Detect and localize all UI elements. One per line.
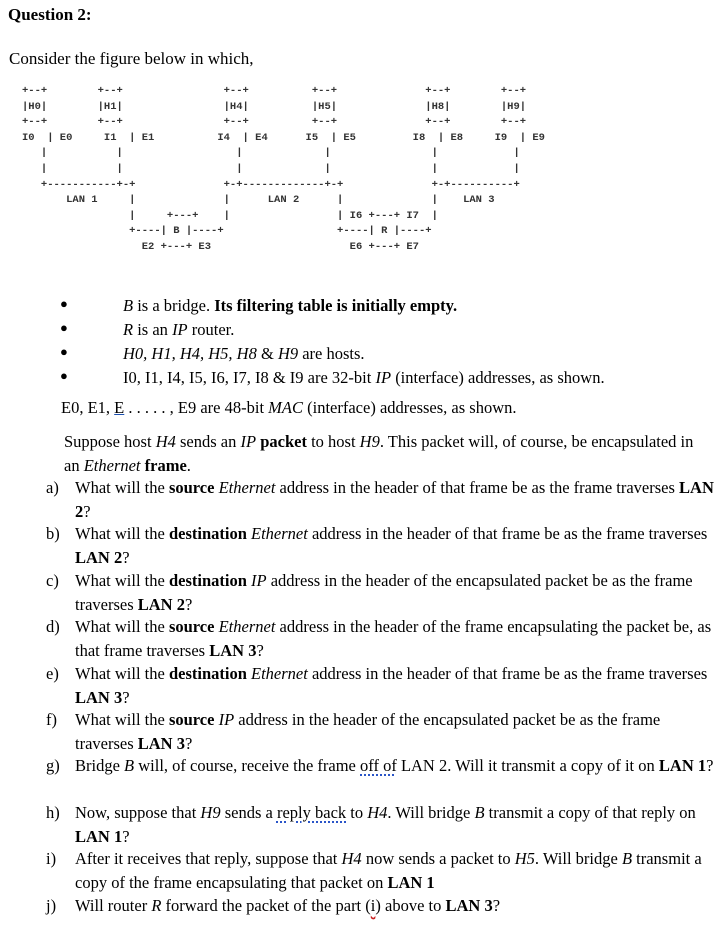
diagram-line: LAN 1 | | LAN 2 | | LAN 3 [66, 194, 495, 207]
question-d: d) What will the source Ethernet address in the header of the frame encapsulating the packet be, as that frame traverses LAN 3? [46, 617, 712, 660]
question-b: b) What will the destination Ethernet address in the header of that frame be as the frame traverses LAN 2? [46, 524, 708, 567]
question-title: Question 2: [8, 5, 92, 24]
question-h: h) Now, suppose that H9 sends a reply back to H4. Will bridge B transmit a copy of that reply on LAN 1? [46, 803, 696, 846]
scenario-text: Suppose host H4 sends an IP packet to host H9. This packet will, of course, be encapsulated in an Ethernet frame. [64, 432, 694, 475]
diagram-line: +----| B |----+ +----| R |----+ [129, 225, 432, 238]
question-e: e) What will the destination Ethernet address in the header of that frame be as the frame traverses LAN 3? [46, 664, 708, 707]
diagram-line: |H0| |H1| |H4| |H5| |H8| |H9| [22, 100, 527, 113]
diagram-line: +-----------+-+ +-+-------------+-+ +-+----------+ [40, 178, 520, 191]
diagram-line: | | | | | | [40, 162, 520, 175]
diagram-line: E2 +---+ E3 E6 +---+ E7 [141, 240, 419, 253]
diagram-line: | | | | | | [40, 147, 520, 160]
question-c: c) What will the destination IP address in the header of the encapsulated packet be as the frame traverses LAN 2? [46, 571, 693, 614]
question-g: g) Bridge B will, of course, receive the frame off of LAN 2. Will it transmit a copy of it on LAN 1? [46, 756, 714, 775]
network-diagram [22, 84, 545, 256]
intro-text: Consider the figure below in which, [9, 49, 254, 68]
question-j: j) Will router R forward the packet of the part (i) above to LAN 3? [46, 896, 501, 915]
diagram-line: | +---+ | | I6 +---+ I7 | [129, 209, 438, 222]
diagram-line: I0 | E0 I1 | E1 I4 | E4 I5 | E5 I8 | E8 I9 | E9 [22, 131, 545, 144]
question-a: a) What will the source Ethernet address in the header of that frame be as the frame traverses LAN 2? [46, 478, 714, 521]
diagram-line: +--+ +--+ +--+ +--+ +--+ +--+ [22, 116, 527, 129]
question-i: i) After it receives that reply, suppose that H4 now sends a packet to H5. Will bridge B transmit a copy of the frame encapsulating that packet on LAN 1 [46, 849, 702, 892]
diagram-line: +--+ +--+ +--+ +--+ +--+ +--+ [22, 85, 527, 97]
mac-address-note: E0, E1, E . . . . . , E9 are 48-bit MAC (interface) addresses, as shown. [61, 398, 517, 417]
question-f: f) What will the source IP address in the header of the encapsulated packet be as the frame traverses LAN 3? [46, 710, 661, 753]
